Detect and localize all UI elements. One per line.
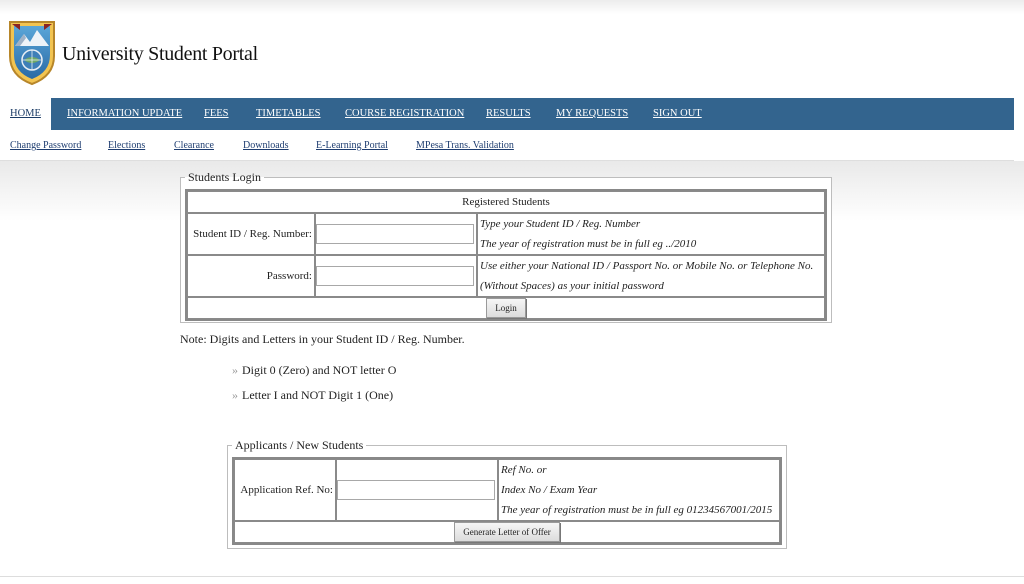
reg-number-note: Note: Digits and Letters in your Student ID / Reg. Number. xyxy=(180,332,465,346)
nav-home[interactable]: HOME xyxy=(0,98,51,130)
site-title: University Student Portal xyxy=(62,43,258,65)
subnav-mpesa-validation[interactable]: MPesa Trans. Validation xyxy=(416,140,514,151)
note-bullet-item xyxy=(232,388,393,403)
note-bullet-item xyxy=(232,363,396,378)
nav-fees[interactable]: FEES xyxy=(204,108,229,119)
nav-sign-out[interactable]: SIGN OUT xyxy=(653,108,702,119)
student-id-input[interactable] xyxy=(316,224,474,244)
footer-divider xyxy=(0,576,1024,577)
password-hint-line2: (Without Spaces) as your initial password xyxy=(480,280,664,292)
application-ref-label: Application Ref. No: xyxy=(234,459,336,521)
applicants-fieldset xyxy=(227,438,787,549)
applicants-table xyxy=(232,457,782,545)
student-id-label: Student ID / Reg. Number: xyxy=(187,213,315,255)
bullet-marker: » xyxy=(232,388,238,402)
applicant-hint-line1: Ref No. or xyxy=(501,464,547,476)
student-id-hint-line2: The year of registration must be in full eg ../2010 xyxy=(480,238,697,250)
university-crest-logo xyxy=(6,16,58,86)
subnav-elections[interactable]: Elections xyxy=(108,140,146,151)
nav-my-requests[interactable]: MY REQUESTS xyxy=(556,108,629,119)
registered-students-table xyxy=(185,189,827,321)
password-label: Password: xyxy=(187,255,315,297)
subnav-clearance[interactable]: Clearance xyxy=(174,140,214,151)
bullet-marker: » xyxy=(232,363,238,377)
nav-information-update[interactable]: INFORMATION UPDATE xyxy=(67,108,183,119)
password-hint xyxy=(477,255,825,297)
nav-timetables[interactable]: TIMETABLES xyxy=(256,108,321,119)
subnav-change-password[interactable]: Change Password xyxy=(10,140,82,151)
password-hint-line1: Use either your National ID / Passport No. or Mobile No. or Telephone No. xyxy=(480,260,814,272)
applicant-hint-line3: The year of registration must be in full eg 01234567001/2015 xyxy=(501,504,773,516)
login-button[interactable]: Login xyxy=(486,298,526,318)
table-header: Registered Students xyxy=(187,191,825,213)
applicant-hint-line2: Index No / Exam Year xyxy=(501,484,598,496)
password-input[interactable] xyxy=(316,266,474,286)
student-id-hint xyxy=(477,213,825,255)
bullet-text: Letter I and NOT Digit 1 (One) xyxy=(242,388,394,402)
subnav-e-learning-portal[interactable]: E-Learning Portal xyxy=(316,140,388,151)
applicants-legend: Applicants / New Students xyxy=(235,438,364,452)
main-navigation xyxy=(0,98,1014,130)
students-login-fieldset xyxy=(180,170,832,323)
generate-letter-button[interactable]: Generate Letter of Offer xyxy=(454,522,560,542)
nav-results[interactable]: RESULTS xyxy=(486,108,531,119)
student-id-hint-line1: Type your Student ID / Reg. Number xyxy=(480,218,641,230)
subnav-downloads[interactable]: Downloads xyxy=(243,140,289,151)
bullet-text: Digit 0 (Zero) and NOT letter O xyxy=(242,363,397,377)
application-ref-input[interactable] xyxy=(337,480,495,500)
application-ref-hint xyxy=(498,459,780,521)
nav-course-registration[interactable]: COURSE REGISTRATION xyxy=(345,108,465,119)
sub-navigation xyxy=(0,130,1014,161)
students-login-legend: Students Login xyxy=(188,170,262,184)
